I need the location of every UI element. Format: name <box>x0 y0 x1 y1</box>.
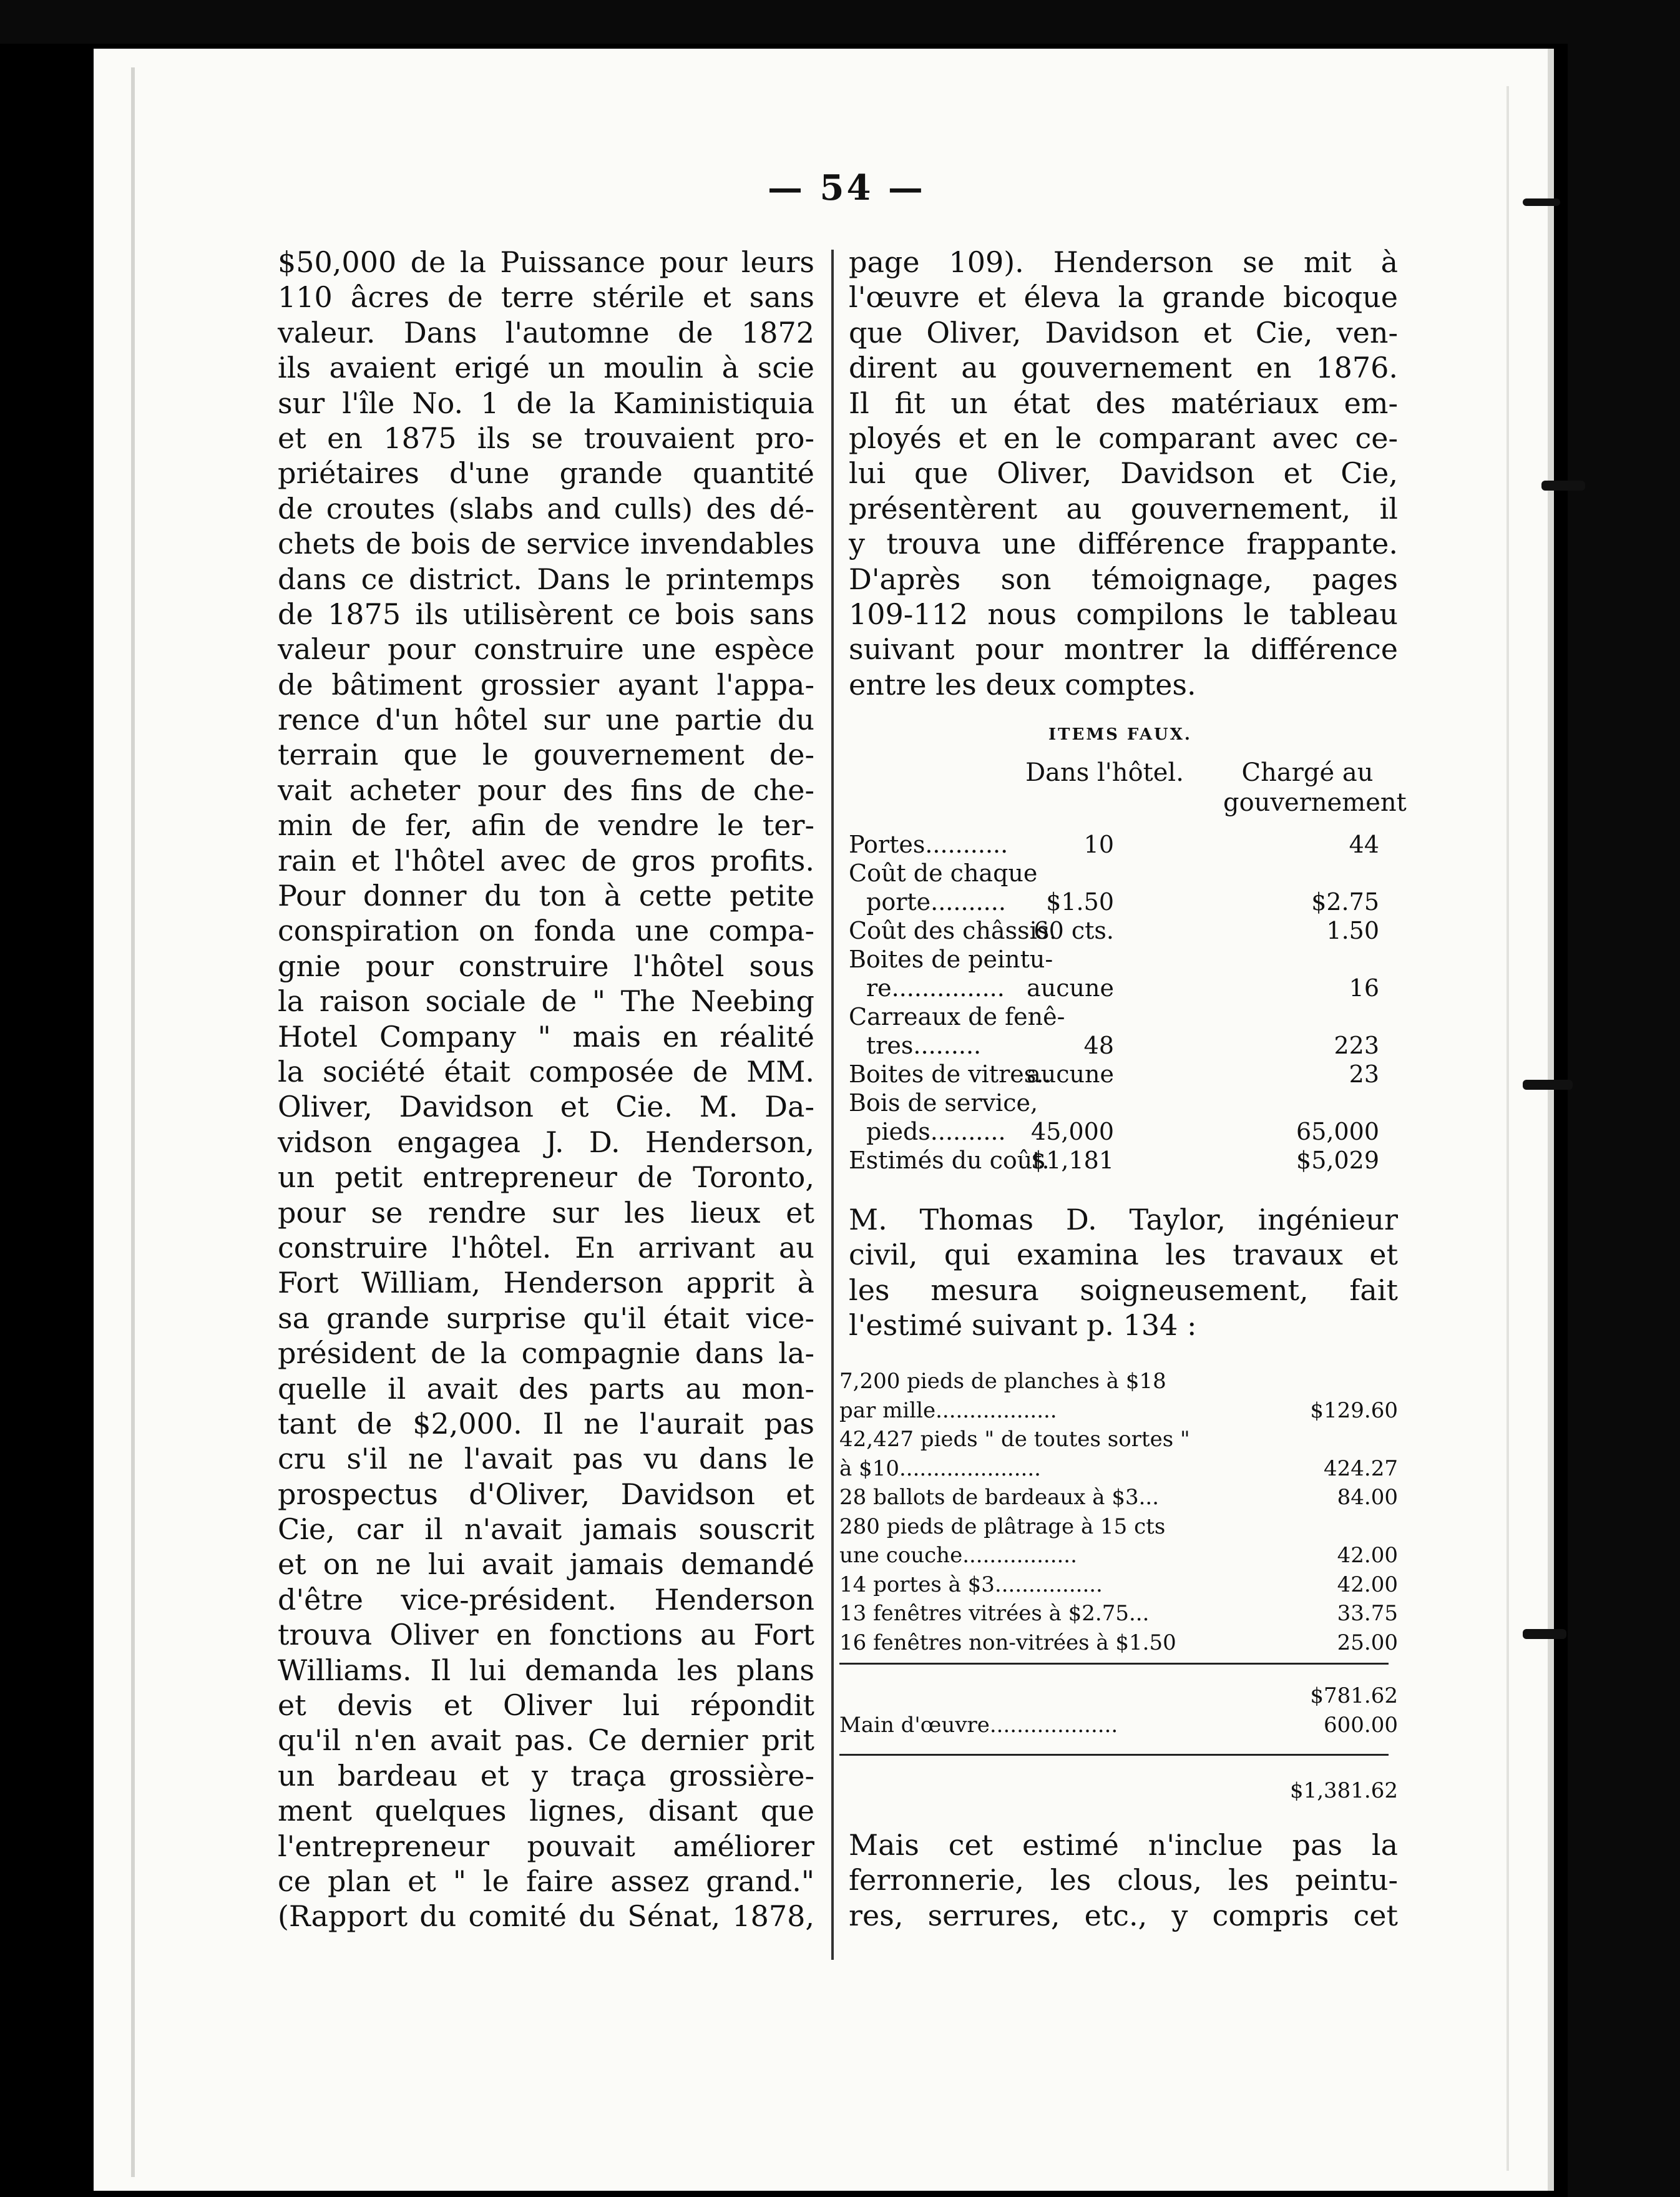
text-line: min de fer, afin de vendre le ter- <box>278 808 814 843</box>
margin-mark <box>1541 481 1585 491</box>
text-line: pour se rendre sur les lieux et <box>278 1195 814 1230</box>
estimate-row <box>839 1483 1404 1512</box>
table-row <box>849 830 1398 859</box>
estimate-row <box>839 1425 1404 1454</box>
page-gutter-line <box>131 67 135 2177</box>
text-line: l'estimé suivant p. 134 : <box>849 1308 1197 1343</box>
table-cell-charged: 65,000 <box>1296 1118 1379 1145</box>
text-line: civil, qui examina les travaux et <box>849 1238 1398 1272</box>
estimate-row-value: 424.27 <box>1324 1456 1398 1481</box>
text-line: Fort William, Henderson apprit à <box>278 1266 814 1300</box>
text-line: conspiration on fonda une compa- <box>278 914 814 948</box>
estimate-row <box>839 1396 1404 1426</box>
estimate-row-label: une couche................. <box>839 1543 1077 1568</box>
estimate-row-label: 14 portes à $3................ <box>839 1572 1103 1597</box>
estimate-row-label: à $10..................... <box>839 1456 1041 1481</box>
text-line: cru s'il ne l'avait pas vu dans le <box>278 1442 814 1476</box>
table-cell-charged: $5,029 <box>1296 1147 1379 1174</box>
table-row <box>849 859 1398 888</box>
table-row-label: Boites de peintu- <box>849 946 1053 973</box>
text-line: trouva Oliver en fonctions au Fort <box>278 1618 814 1652</box>
estimate-labor-row <box>839 1711 1404 1740</box>
text-line: page 109). Henderson se mit à <box>849 245 1398 279</box>
text-line: M. Thomas D. Taylor, ingénieur <box>849 1203 1398 1236</box>
text-line: de bâtiment grossier ayant l'appa- <box>278 667 814 702</box>
table-cell-hotel: 60 cts. <box>1033 917 1114 944</box>
table-row <box>849 916 1398 945</box>
estimate-subtotal-row <box>839 1681 1404 1711</box>
column-divider <box>831 250 834 1960</box>
text-line: res, serrures, etc., y compris cet <box>849 1898 1398 1932</box>
table-row <box>849 888 1398 916</box>
table-row <box>849 1031 1398 1060</box>
table-cell-charged: 16 <box>1349 974 1379 1002</box>
table-cell-hotel: 45,000 <box>1031 1118 1114 1145</box>
text-line: (Rapport du comité du Sénat, 1878, <box>278 1899 814 1934</box>
scan-border-right <box>1568 0 1680 2197</box>
text-line: gnie pour construire l'hôtel sous <box>278 949 814 983</box>
estimate-total-row <box>839 1776 1404 1806</box>
right-column-bottom <box>849 1828 1398 1933</box>
estimate-row <box>839 1570 1404 1600</box>
estimate-row-label: 28 ballots de bardeaux à $3... <box>839 1485 1160 1510</box>
table-col2-header <box>1223 758 1407 818</box>
total-rule <box>839 1754 1389 1756</box>
estimate-row-label: par mille.................. <box>839 1397 1057 1423</box>
table-row <box>849 1117 1398 1146</box>
estimate-row-label: 7,200 pieds de planches à $18 <box>839 1369 1166 1394</box>
text-line: dirent au gouvernement en 1876. <box>849 351 1398 385</box>
text-line: et devis et Oliver lui répondit <box>278 1688 814 1723</box>
estimate-row <box>839 1628 1404 1658</box>
table-row <box>849 1060 1398 1089</box>
text-line: sa grande surprise qu'il était vice- <box>278 1301 814 1335</box>
table-row-label: Bois de service, <box>849 1089 1038 1117</box>
right-column-top <box>849 245 1398 702</box>
right-column-mid <box>849 1202 1398 1343</box>
estimate-row-value: 33.75 <box>1337 1601 1398 1626</box>
margin-mark <box>1523 198 1560 206</box>
table-row-label: tres......... <box>866 1032 982 1059</box>
text-line: sur l'île No. 1 de la Kaministiquia <box>278 386 814 420</box>
table-cell-hotel: 10 <box>1083 831 1114 858</box>
table-row-label: Carreaux de fenê- <box>849 1003 1065 1030</box>
estimate-total: $1,381.62 <box>1289 1778 1398 1803</box>
estimate-row-label: 16 fenêtres non-vitrées à $1.50 <box>839 1630 1176 1655</box>
text-line: et en 1875 ils se trouvaient pro- <box>278 421 814 455</box>
estimate-total-block <box>839 1776 1404 1806</box>
table-row-label: re............... <box>866 974 1005 1002</box>
text-line: ployés et en le comparant avec ce- <box>849 421 1398 455</box>
table-col2-header-line1: Chargé au <box>1241 758 1374 787</box>
text-line: terrain que le gouvernement de- <box>278 738 814 772</box>
table-col1-header: Dans l'hôtel. <box>1025 758 1184 787</box>
text-line: valeur pour construire une espèce <box>278 632 814 667</box>
text-line: priétaires d'une grande quantité <box>278 456 814 491</box>
table-row <box>849 1089 1398 1117</box>
estimate-labor-value: 600.00 <box>1324 1712 1398 1738</box>
table-cell-hotel: aucune <box>1027 974 1114 1002</box>
text-line: D'après son témoignage, pages <box>849 562 1398 596</box>
text-line: un petit entrepreneur de Toronto, <box>278 1160 814 1195</box>
text-line: présentèrent au gouvernement, il <box>849 491 1398 526</box>
text-line: chets de bois de service invendables <box>278 527 814 561</box>
text-line: construire l'hôtel. En arrivant au <box>278 1230 814 1265</box>
table-row <box>849 945 1398 974</box>
estimate-row-label: 13 fenêtres vitrées à $2.75... <box>839 1601 1150 1626</box>
estimate-row <box>839 1454 1404 1484</box>
table-cell-hotel: $1,181 <box>1031 1147 1114 1174</box>
text-line: $50,000 de la Puissance pour leurs <box>278 245 814 279</box>
table-cell-charged: 44 <box>1349 831 1379 858</box>
text-line: dans ce district. Dans le printemps <box>278 562 814 596</box>
text-line: tant de $2,000. Il ne l'aurait pas <box>278 1406 814 1441</box>
text-line: vait acheter pour des fins de che- <box>278 773 814 807</box>
left-column <box>278 245 814 1934</box>
estimate-row-value: 42.00 <box>1337 1572 1398 1597</box>
estimate-row-value: $129.60 <box>1310 1397 1398 1423</box>
estimate-subtotal: $781.62 <box>1310 1683 1398 1708</box>
table-row <box>849 1146 1398 1175</box>
estimate-row-label: 280 pieds de plâtrage à 15 cts <box>839 1514 1166 1539</box>
text-line: les mesura soigneusement, fait <box>849 1273 1398 1307</box>
page-edge-inner <box>1507 86 1509 2171</box>
table-cell-charged: 1.50 <box>1326 917 1379 944</box>
text-line: Williams. Il lui demanda les plans <box>278 1653 814 1687</box>
table-row-label: Estimés du coût. <box>849 1147 1050 1174</box>
margin-mark <box>1523 1080 1573 1090</box>
text-line: que Oliver, Davidson et Cie, ven- <box>849 315 1398 350</box>
table-row-label: porte.......... <box>866 888 1006 916</box>
estimate-row <box>839 1541 1404 1570</box>
estimate-row-value: 25.00 <box>1337 1630 1398 1655</box>
estimate-row-label: 42,427 pieds " de toutes sortes " <box>839 1427 1190 1452</box>
table-col2-header-line2: gouvernement <box>1223 788 1407 817</box>
text-line: d'être vice-président. Henderson <box>278 1582 814 1617</box>
table-cell-hotel: $1.50 <box>1046 888 1114 916</box>
text-line: la société était composée de MM. <box>278 1054 814 1089</box>
text-line: rain et l'hôtel avec de gros profits. <box>278 843 814 878</box>
text-line: Il fit un état des matériaux em- <box>849 386 1398 420</box>
text-line: vidson engagea J. D. Henderson, <box>278 1125 814 1159</box>
text-line: l'entrepreneur pouvait améliorer <box>278 1829 814 1863</box>
text-line: y trouva une différence frappante. <box>849 527 1398 561</box>
text-line: quelle il avait des parts au mon- <box>278 1371 814 1406</box>
scan-border-top <box>0 0 1680 44</box>
text-line: la raison sociale de " The Neebing <box>278 984 814 1019</box>
text-line: un bardeau et y traça grossière- <box>278 1758 814 1793</box>
table-cell-charged: $2.75 <box>1311 888 1379 916</box>
estimate-row <box>839 1512 1404 1542</box>
table-cell-hotel: 48 <box>1083 1032 1114 1059</box>
table-cell-hotel: aucune <box>1027 1060 1114 1088</box>
estimate-subtotal-block <box>839 1681 1404 1739</box>
table-cell-charged: 23 <box>1349 1060 1379 1088</box>
text-line: prospectus d'Oliver, Davidson et <box>278 1477 814 1511</box>
estimate-row-value: 42.00 <box>1337 1543 1398 1568</box>
text-line: l'œuvre et éleva la grande bicoque <box>849 280 1398 315</box>
text-line: valeur. Dans l'automne de 1872 <box>278 315 814 350</box>
page-number: — 54 — <box>768 167 925 208</box>
text-line: 110 âcres de terre stérile et sans <box>278 280 814 315</box>
text-line: ce plan et " le faire assez grand." <box>278 1864 814 1898</box>
table-row-label: Coût de chaque <box>849 859 1038 887</box>
text-line: Oliver, Davidson et Cie. M. Da- <box>278 1090 814 1124</box>
text-line: président de la compagnie dans la- <box>278 1336 814 1371</box>
estimate-row <box>839 1599 1404 1628</box>
text-line: entre les deux comptes. <box>849 667 1196 702</box>
text-line: rence d'un hôtel sur une partie du <box>278 703 814 737</box>
text-line: Cie, car il n'avait jamais souscrit <box>278 1512 814 1547</box>
table-row-label: Coût des châssis. <box>849 917 1057 944</box>
text-line: Mais cet estimé n'inclue pas la <box>849 1828 1398 1862</box>
text-line: lui que Oliver, Davidson et Cie, <box>849 456 1398 491</box>
text-line: ferronnerie, les clous, les peintu- <box>849 1863 1398 1897</box>
text-line: Pour donner du ton à cette petite <box>278 879 814 913</box>
table-row-label: pieds.......... <box>866 1118 1006 1145</box>
comparison-table <box>849 830 1398 1175</box>
text-line: Hotel Company " mais en réalité <box>278 1019 814 1054</box>
text-line: 109-112 nous compilons le tableau <box>849 597 1398 631</box>
text-line: de croutes (slabs and culls) des dé- <box>278 491 814 526</box>
table-row <box>849 974 1398 1002</box>
margin-mark <box>1523 1629 1566 1639</box>
text-line: de 1875 ils utilisèrent ce bois sans <box>278 597 814 631</box>
estimate-list <box>839 1367 1404 1657</box>
estimate-labor-label: Main d'œuvre................... <box>839 1712 1118 1738</box>
text-line: qu'il n'en avait pas. Ce dernier prit <box>278 1723 814 1758</box>
subtotal-rule <box>839 1663 1389 1665</box>
text-line: et on ne lui avait jamais demandé <box>278 1547 814 1582</box>
table-row-label: Portes........... <box>849 831 1008 858</box>
estimate-row <box>839 1367 1404 1396</box>
text-line: suivant pour montrer la différence <box>849 632 1398 667</box>
text-line: ment quelques lignes, disant que <box>278 1794 814 1828</box>
estimate-row-value: 84.00 <box>1337 1485 1398 1510</box>
table-row <box>849 1002 1398 1031</box>
table-row-label: Boites de vitres.. <box>849 1060 1052 1088</box>
page-edge <box>1548 49 1554 2191</box>
table-cell-charged: 223 <box>1334 1032 1379 1059</box>
table-title: ITEMS FAUX. <box>1048 725 1192 744</box>
text-line: ils avaient erigé un moulin à scie <box>278 351 814 385</box>
